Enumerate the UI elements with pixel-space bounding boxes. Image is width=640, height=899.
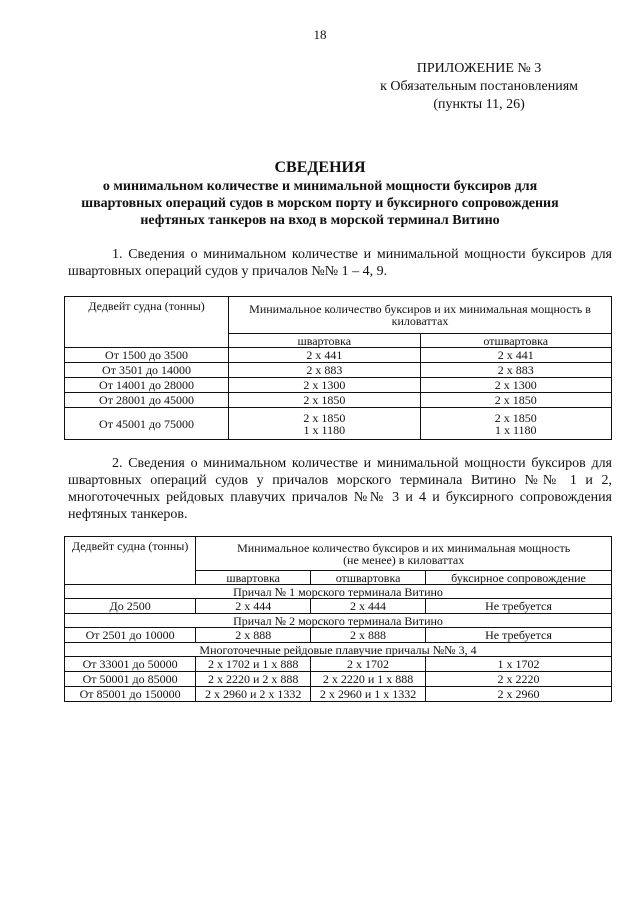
section-1-text: 1. Сведения о минимальном количестве и минимальной мощности буксиров для швартовных операций судов у причалов №№ 1 – 4, 9. bbox=[68, 247, 612, 279]
t2-header-min-line-1: Минимальное количество буксиров и их минимальная мощность bbox=[237, 540, 571, 555]
appendix-block bbox=[380, 60, 578, 114]
t1-unmooring: 2 x 1850 bbox=[494, 410, 537, 425]
table-1 bbox=[64, 296, 612, 440]
t1-unmooring: 2 x 883 bbox=[420, 363, 611, 378]
t1-mooring: 2 x 1300 bbox=[229, 378, 420, 393]
table-row bbox=[65, 657, 612, 672]
t2-mooring: 2 x 1702 и 1 x 888 bbox=[196, 657, 311, 672]
t2-unmooring: 2 x 888 bbox=[311, 628, 426, 643]
t2-header-min bbox=[196, 537, 612, 571]
title-line-2: швартовных операций судов в морском порту и буксирного сопровождения bbox=[81, 196, 559, 211]
page-number: 18 bbox=[313, 27, 327, 42]
t2-deadweight: От 50001 до 85000 bbox=[65, 672, 196, 687]
section-1-paragraph bbox=[68, 246, 612, 280]
t2-deadweight: От 85001 до 150000 bbox=[65, 687, 196, 702]
t1-mooring-extra: 1 x 1180 bbox=[303, 422, 346, 437]
table-row bbox=[65, 628, 612, 643]
title-line-3: нефтяных танкеров на вход в морской терминал Витино bbox=[140, 213, 500, 228]
title-line-1: о минимальном количестве и минимальной мощности буксиров для bbox=[102, 179, 538, 194]
t2-header-mooring: швартовка bbox=[196, 571, 311, 585]
appendix-reference: к Обязательным постановлениям bbox=[380, 79, 578, 94]
t2-deadweight: От 33001 до 50000 bbox=[65, 657, 196, 672]
table-row bbox=[65, 408, 612, 440]
t1-deadweight: От 45001 до 75000 bbox=[65, 408, 229, 440]
t2-escort: Не требуется bbox=[425, 628, 611, 643]
table-row bbox=[65, 363, 612, 378]
table-row bbox=[65, 393, 612, 408]
t1-deadweight: От 14001 до 28000 bbox=[65, 378, 229, 393]
t1-unmooring: 2 x 1850 bbox=[420, 393, 611, 408]
t2-unmooring: 2 x 2960 и 1 x 1332 bbox=[311, 687, 426, 702]
t2-header-escort: буксирное сопровождение bbox=[425, 571, 611, 585]
appendix-title: ПРИЛОЖЕНИЕ № 3 bbox=[416, 61, 542, 76]
t1-unmooring-cell bbox=[420, 408, 611, 440]
table-row bbox=[65, 348, 612, 363]
t2-escort: 1 x 1702 bbox=[425, 657, 611, 672]
table-row bbox=[65, 672, 612, 687]
table-row bbox=[65, 378, 612, 393]
t2-deadweight: До 2500 bbox=[65, 599, 196, 614]
t2-header-unmooring: отшвартовка bbox=[311, 571, 426, 585]
t2-unmooring: 2 x 2220 и 1 x 888 bbox=[311, 672, 426, 687]
t2-escort: Не требуется bbox=[425, 599, 611, 614]
t1-mooring-cell bbox=[229, 408, 420, 440]
title-heading: СВЕДЕНИЯ bbox=[274, 159, 366, 176]
t2-header-deadweight: Дедвейт судна (тонны) bbox=[65, 537, 196, 585]
t1-deadweight: От 28001 до 45000 bbox=[65, 393, 229, 408]
t1-mooring: 2 x 1850 bbox=[303, 410, 346, 425]
t2-mooring: 2 x 2220 и 2 x 888 bbox=[196, 672, 311, 687]
t1-deadweight: От 3501 до 14000 bbox=[65, 363, 229, 378]
t2-header-min-line-2: (не менее) в киловаттах bbox=[343, 552, 465, 567]
t1-deadweight: От 1500 до 3500 bbox=[65, 348, 229, 363]
t1-header-mooring: швартовка bbox=[229, 334, 420, 348]
t1-unmooring-extra: 1 x 1180 bbox=[494, 422, 537, 437]
t2-mooring: 2 x 444 bbox=[196, 599, 311, 614]
section-2-paragraph bbox=[68, 455, 612, 523]
t2-deadweight: От 2501 до 10000 bbox=[65, 628, 196, 643]
t1-mooring: 2 x 441 bbox=[229, 348, 420, 363]
appendix-clauses: (пункты 11, 26) bbox=[433, 97, 525, 112]
t2-mooring: 2 x 888 bbox=[196, 628, 311, 643]
t1-mooring: 2 x 883 bbox=[229, 363, 420, 378]
document-title bbox=[60, 158, 580, 229]
t2-group-berth-2: Причал № 2 морского терминала Витино bbox=[65, 614, 612, 628]
table-row bbox=[65, 599, 612, 614]
t1-mooring: 2 x 1850 bbox=[229, 393, 420, 408]
t2-mooring: 2 x 2960 и 2 x 1332 bbox=[196, 687, 311, 702]
section-2-text: 2. Сведения о минимальном количестве и минимальной мощности буксиров для швартовных операций судов у причалов морского терминала Витино №№ 1 и 2, многоточечных рейдовых плавучих причалов №№ 3 и 4 и буксирного сопровождения нефтяных танкеров. bbox=[68, 456, 612, 522]
table-row bbox=[65, 687, 612, 702]
t1-header-unmooring: отшвартовка bbox=[420, 334, 611, 348]
t2-group-berth-1: Причал № 1 морского терминала Витино bbox=[65, 585, 612, 599]
t1-header-deadweight: Дедвейт судна (тонны) bbox=[65, 297, 229, 348]
t2-unmooring: 2 x 1702 bbox=[311, 657, 426, 672]
t2-escort: 2 x 2220 bbox=[425, 672, 611, 687]
table-2 bbox=[64, 536, 612, 702]
t1-unmooring: 2 x 1300 bbox=[420, 378, 611, 393]
t2-unmooring: 2 x 444 bbox=[311, 599, 426, 614]
t1-unmooring: 2 x 441 bbox=[420, 348, 611, 363]
t1-header-min: Минимальное количество буксиров и их минимальная мощность в киловаттах bbox=[229, 297, 612, 334]
t2-group-floating-berths: Многоточечные рейдовые плавучие причалы №№ 3, 4 bbox=[65, 643, 612, 657]
t2-escort: 2 x 2960 bbox=[425, 687, 611, 702]
